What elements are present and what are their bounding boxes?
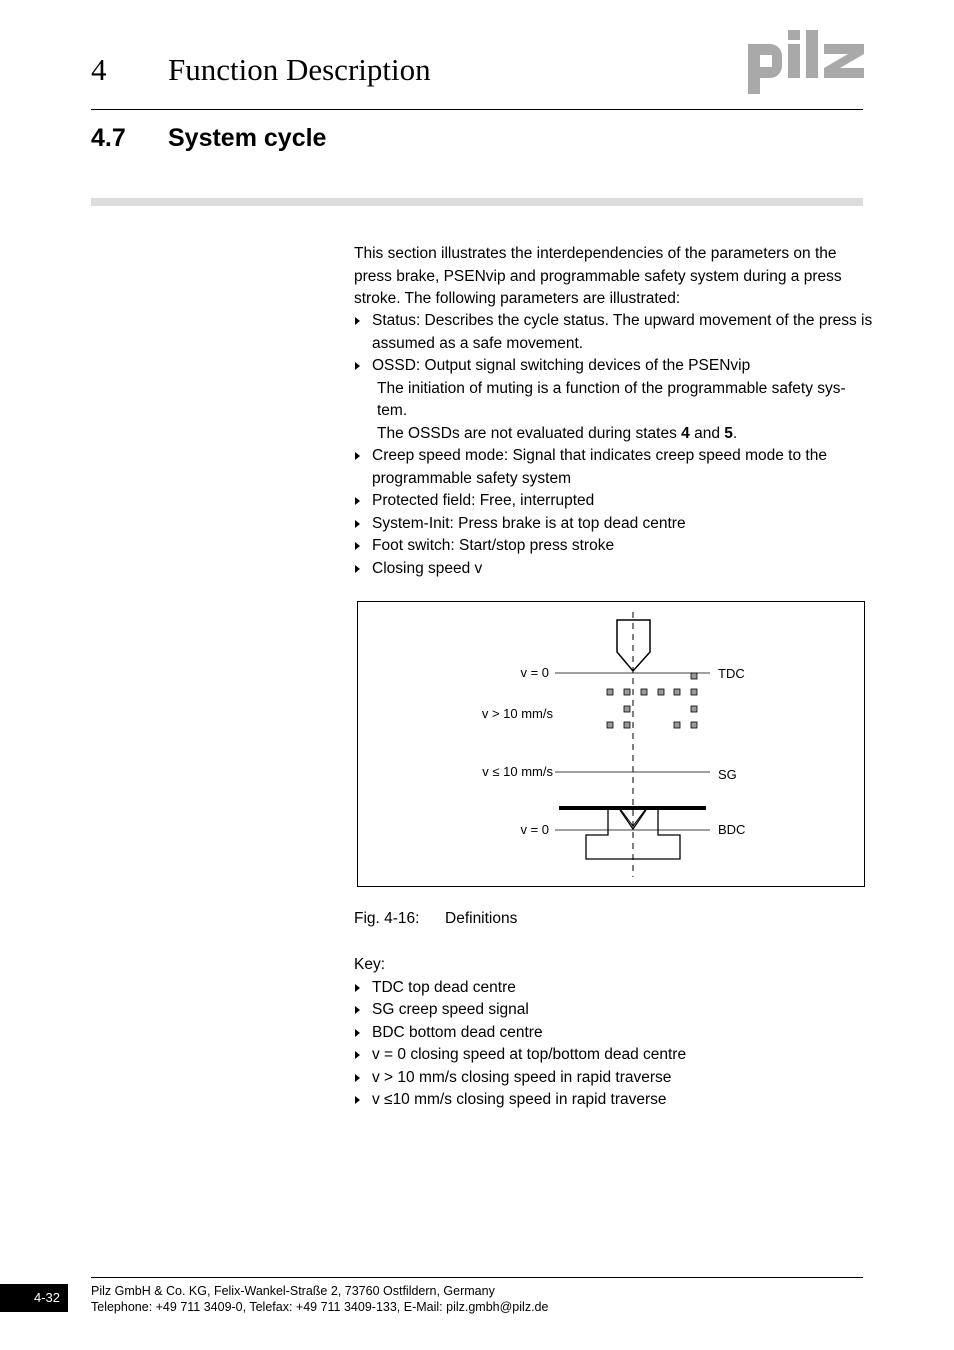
label-vslow: v ≤ 10 mm/s bbox=[482, 764, 553, 779]
label-tdc: TDC bbox=[718, 666, 745, 681]
bullet-arrow-icon bbox=[355, 1096, 360, 1104]
list-item: Creep speed mode: Signal that indicates creep speed mode to the programmable safety system bbox=[354, 445, 874, 490]
bullet-arrow-icon bbox=[355, 452, 360, 460]
list-item: Foot switch: Start/stop press stroke bbox=[354, 535, 874, 558]
bullet-arrow-icon bbox=[355, 497, 360, 505]
label-v0-top: v = 0 bbox=[520, 665, 549, 680]
section-number: 4.7 bbox=[91, 124, 126, 152]
label-vfast: v > 10 mm/s bbox=[481, 706, 553, 721]
list-item: Closing speed v bbox=[354, 558, 874, 581]
bullet-arrow-icon bbox=[355, 1029, 360, 1037]
chapter-title: Function Description bbox=[168, 52, 431, 87]
parameter-list bbox=[354, 310, 874, 580]
list-item: v = 0 closing speed at top/bottom dead centre bbox=[354, 1044, 874, 1067]
press-diagram bbox=[358, 602, 864, 886]
bullet-arrow-icon bbox=[355, 520, 360, 528]
key-heading: Key: bbox=[354, 956, 386, 973]
bullet-arrow-icon bbox=[355, 565, 360, 573]
bullet-arrow-icon bbox=[355, 542, 360, 550]
protected-field-markers bbox=[607, 673, 697, 728]
list-item: Protected field: Free, interrupted bbox=[354, 490, 874, 513]
ossd-note-muting: The initiation of muting is a function of the programmable safety sys- tem. bbox=[377, 379, 846, 419]
page-number: 4-32 bbox=[0, 1284, 68, 1312]
section-divider bbox=[91, 198, 863, 206]
label-bdc: BDC bbox=[718, 822, 746, 837]
figure-caption bbox=[354, 910, 518, 928]
label-v0-bottom: v = 0 bbox=[520, 822, 549, 837]
bullet-arrow-icon bbox=[355, 1074, 360, 1082]
list-item: v > 10 mm/s closing speed in rapid traverse bbox=[354, 1067, 874, 1090]
list-item: v ≤10 mm/s closing speed in rapid traverse bbox=[354, 1089, 874, 1112]
sheet-metal bbox=[559, 806, 706, 810]
bullet-arrow-icon bbox=[355, 362, 360, 370]
footer-line-2: Telephone: +49 711 3409-0, Telefax: +49 711 3409-133, E-Mail: pilz.gmbh@pilz.de bbox=[91, 1300, 549, 1314]
list-item: SG creep speed signal bbox=[354, 999, 874, 1022]
bullet-arrow-icon bbox=[355, 317, 360, 325]
pilz-logo bbox=[748, 30, 864, 94]
header-rule bbox=[91, 109, 863, 110]
figure-caption-text: Definitions bbox=[445, 910, 518, 927]
list-item: Status: Describes the cycle status. The upward movement of the press is assumed as a safe movement. bbox=[354, 310, 874, 355]
bullet-arrow-icon bbox=[355, 984, 360, 992]
chapter-number: 4 bbox=[91, 52, 107, 87]
ossd-note-states: The OSSDs are not evaluated during states 4 and 5. bbox=[377, 424, 738, 442]
intro-paragraph: This section illustrates the interdependencies of the parameters on the press brake, PSENvip and programmable safety system during a press stroke. The following parameters are illustrated: bbox=[354, 245, 842, 307]
key-section bbox=[354, 954, 874, 1112]
label-sg: SG bbox=[718, 767, 737, 782]
footer-rule bbox=[91, 1277, 863, 1278]
list-item: OSSD: Output signal switching devices of the PSENvip The initiation of muting is a function of the programmable safety sys- tem. The OSSDs are not evaluated during states 4 and 5. bbox=[354, 355, 874, 445]
footer-line-1: Pilz GmbH & Co. KG, Felix-Wankel-Straße 2, 73760 Ostfildern, Germany bbox=[91, 1284, 495, 1298]
key-list bbox=[354, 977, 874, 1112]
bullet-arrow-icon bbox=[355, 1006, 360, 1014]
footer-address bbox=[91, 1283, 548, 1315]
bullet-arrow-icon bbox=[355, 1051, 360, 1059]
definitions-figure bbox=[357, 601, 865, 887]
section-title: System cycle bbox=[168, 124, 327, 152]
figure-number: Fig. 4-16: bbox=[354, 910, 420, 927]
list-item: System-Init: Press brake is at top dead centre bbox=[354, 513, 874, 536]
list-item: TDC top dead centre bbox=[354, 977, 874, 1000]
list-item: BDC bottom dead centre bbox=[354, 1022, 874, 1045]
